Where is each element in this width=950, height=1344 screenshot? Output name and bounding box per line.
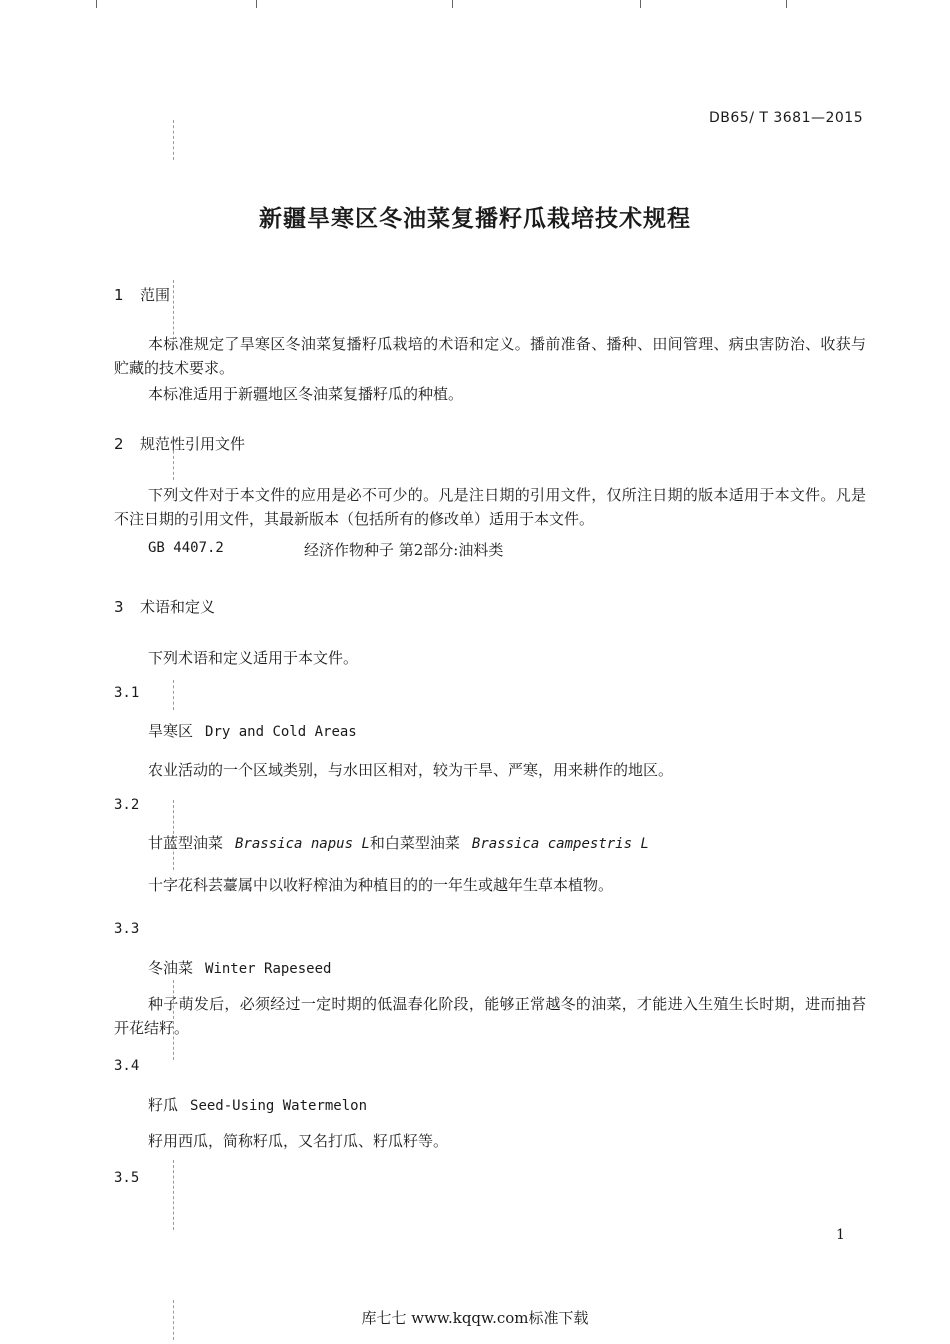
section-title: 术语和定义	[140, 598, 216, 616]
page-number: 1	[836, 1227, 845, 1243]
footer-watermark: 库七七 www.kqqw.com标准下载	[361, 1309, 589, 1327]
scan-mark	[256, 0, 257, 8]
term-number: 3.1	[114, 685, 140, 701]
term-heading	[148, 1094, 367, 1115]
section-title: 范围	[140, 286, 171, 304]
term-zh: 冬油菜	[148, 959, 194, 977]
term-zh-2: 和白菜型油菜	[369, 834, 460, 852]
binding-line	[173, 680, 174, 710]
reference-title: 经济作物种子 第2部分:油料类	[304, 541, 504, 559]
section-title: 规范性引用文件	[140, 435, 246, 453]
term-zh: 旱寒区	[148, 722, 194, 740]
scan-mark	[640, 0, 641, 8]
term-definition: 农业活动的一个区域类别，与水田区相对，较为干旱、严寒，用来耕作的地区。	[148, 761, 674, 779]
term-number: 3.5	[114, 1170, 140, 1186]
section-1-paragraph-1: 本标准规定了旱寒区冬油菜复播籽瓜栽培的术语和定义。播前准备、播种、田间管理、病虫害防治、收获与贮藏的技术要求。	[114, 335, 866, 377]
section-1-heading	[114, 284, 170, 305]
section-2-heading	[114, 433, 245, 454]
section-number: 2	[114, 435, 124, 453]
term-heading	[148, 720, 357, 741]
term-en: Brassica napus L	[235, 836, 370, 852]
binding-line	[173, 1160, 174, 1230]
term-number: 3.4	[114, 1058, 140, 1074]
section-number: 3	[114, 598, 124, 616]
term-en: Winter Rapeseed	[205, 961, 332, 977]
term-definition: 籽用西瓜，简称籽瓜，又名打瓜、籽瓜籽等。	[148, 1132, 449, 1150]
binding-line	[173, 120, 174, 160]
document-title: 新疆旱寒区冬油菜复播籽瓜栽培技术规程	[259, 206, 691, 232]
term-zh: 甘蓝型油菜	[148, 834, 224, 852]
term-number: 3.3	[114, 921, 140, 937]
term-definition: 种子萌发后，必须经过一定时期的低温春化阶段，能够正常越冬的油菜，才能进入生殖生长时期，进而抽苔开花结籽。	[114, 995, 866, 1037]
term-zh: 籽瓜	[148, 1096, 179, 1114]
section-3-heading	[114, 596, 215, 617]
term-en: Seed-Using Watermelon	[190, 1098, 368, 1114]
term-heading	[148, 957, 331, 978]
scan-mark	[452, 0, 453, 8]
section-3-intro: 下列术语和定义适用于本文件。	[148, 649, 359, 667]
reference-code: GB 4407.2	[148, 540, 224, 556]
term-en: Dry and Cold Areas	[205, 724, 357, 740]
scan-mark	[786, 0, 787, 8]
scan-mark	[96, 0, 97, 8]
section-1-paragraph-2: 本标准适用于新疆地区冬油菜复播籽瓜的种植。	[148, 385, 464, 403]
term-number: 3.2	[114, 797, 140, 813]
term-en-2: Brassica campestris L	[471, 836, 649, 852]
term-definition: 十字花科芸薹属中以收籽榨油为种植目的的一年生或越年生草本植物。	[148, 876, 614, 894]
section-2-paragraph: 下列文件对于本文件的应用是必不可少的。凡是注日期的引用文件，仅所注日期的版本适用于本文件。凡是不注日期的引用文件，其最新版本（包括所有的修改单）适用于本文件。	[114, 486, 866, 528]
term-heading	[148, 832, 649, 853]
section-number: 1	[114, 286, 124, 304]
standard-code: DB65/ T 3681—2015	[709, 110, 864, 126]
